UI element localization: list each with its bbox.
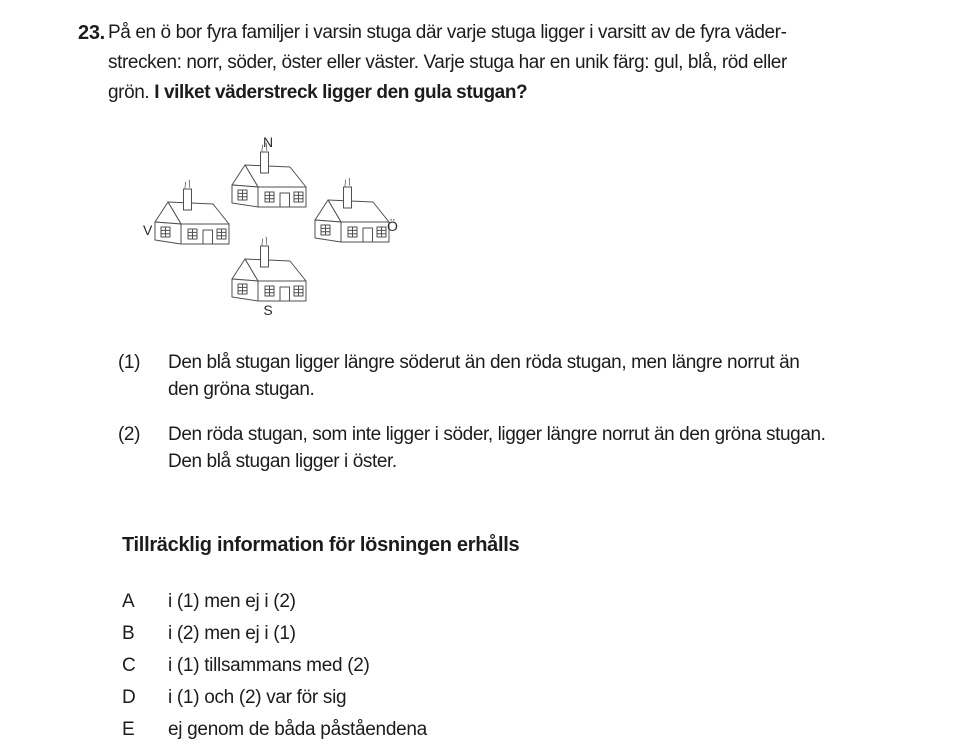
- statement-1: [118, 349, 918, 403]
- compass-label-south: S: [263, 302, 273, 318]
- option-text-c: i (1) tillsammans med (2): [168, 655, 370, 676]
- statement-1-line-2: den gröna stugan.: [168, 379, 315, 400]
- question-number: 23.: [78, 22, 105, 44]
- statement-2-line-1: Den röda stugan, som inte ligger i söder, ligger längre norrut än den gröna stugan.: [168, 424, 826, 445]
- option-letter-b: B: [122, 623, 135, 644]
- question-line-3: [108, 78, 787, 108]
- question-line-2: strecken: norr, söder, öster eller väster. Varje stuga har en unik färg: gul, blå, röd eller: [108, 52, 787, 73]
- statement-1-text: [168, 349, 918, 403]
- statement-2-label: (2): [118, 424, 141, 445]
- option-row-e: [122, 719, 427, 751]
- compass-label-north: N: [262, 134, 274, 150]
- option-letter-d: D: [122, 687, 136, 708]
- answer-options: [122, 591, 427, 751]
- compass-label-east: Ö: [387, 218, 398, 234]
- sufficiency-heading: Tillräcklig information för lösningen erhålls: [122, 534, 520, 556]
- option-text-e: ej genom de båda påståendena: [168, 719, 427, 740]
- statement-1-line-1: Den blå stugan ligger längre söderut än den röda stugan, men längre norrut än: [168, 352, 800, 373]
- option-letter-e: E: [122, 719, 135, 740]
- option-row-a: [122, 591, 427, 623]
- houses-compass-diagram: [135, 125, 415, 320]
- question-line-1: På en ö bor fyra familjer i varsin stuga där varje stuga ligger i varsitt av de fyra väder-: [108, 22, 787, 43]
- option-row-c: [122, 655, 427, 687]
- question-line-3-normal: grön.: [108, 82, 155, 103]
- option-letter-c: C: [122, 655, 136, 676]
- house-west: [155, 180, 229, 244]
- option-text-a: i (1) men ej i (2): [168, 591, 296, 612]
- question-emphasis: I vilket väderstreck ligger den gula stugan?: [154, 82, 528, 103]
- statement-1-label: (1): [118, 352, 141, 373]
- compass-label-west: V: [143, 222, 153, 238]
- house-east: [315, 178, 389, 242]
- house-north: [232, 143, 306, 207]
- option-text-b: i (2) men ej i (1): [168, 623, 296, 644]
- house-south: [232, 237, 306, 301]
- option-text-d: i (1) och (2) var för sig: [168, 687, 347, 708]
- statement-2-text: [168, 421, 918, 475]
- statement-2-line-2: Den blå stugan ligger i öster.: [168, 451, 397, 472]
- statement-2: [118, 421, 918, 475]
- option-row-b: [122, 623, 427, 655]
- option-row-d: [122, 687, 427, 719]
- question-text: [108, 18, 787, 108]
- option-letter-a: A: [122, 591, 135, 612]
